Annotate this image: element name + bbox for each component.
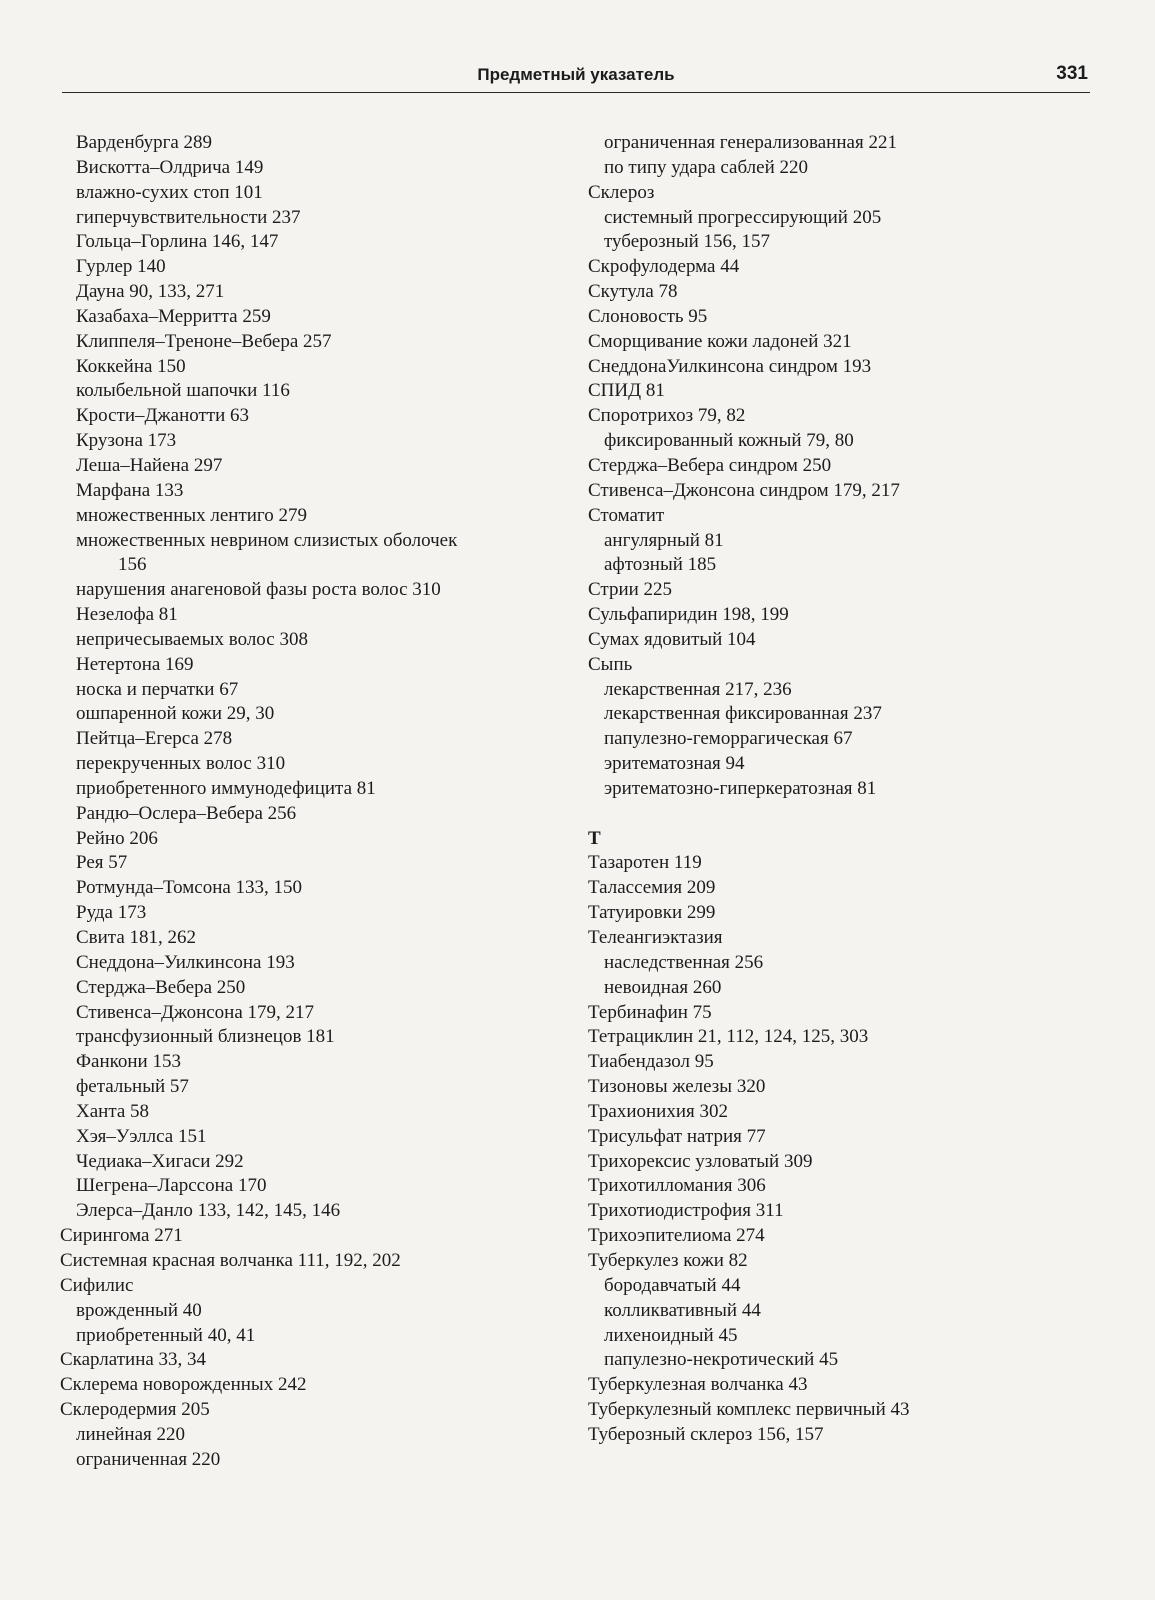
index-subentry: Гольца–Горлина 146, 147 bbox=[76, 231, 279, 253]
index-subentry: Казабаха–Мерритта 259 bbox=[76, 305, 271, 327]
index-subentry: Нетертона 169 bbox=[76, 653, 194, 675]
index-subentry: Пейтца–Егерса 278 bbox=[76, 728, 233, 750]
index-subentry: ошпаренной кожи 29, 30 bbox=[76, 703, 275, 725]
index-subentry: трансфузионный близнецов 181 bbox=[76, 1026, 335, 1048]
index-entry: Татуировки 299 bbox=[588, 902, 716, 924]
index-subentry: множественных лентиго 279 bbox=[76, 504, 308, 526]
index-subentry: влажно-сухих стоп 101 bbox=[76, 181, 263, 203]
index-entry: Тетрациклин 21, 112, 124, 125, 303 bbox=[588, 1026, 869, 1048]
index-subentry: папулезно-геморрагическая 67 bbox=[604, 728, 853, 750]
index-subentry: колыбельной шапочки 116 bbox=[76, 380, 290, 402]
index-entry: Стерджа–Вебера синдром 250 bbox=[588, 454, 832, 476]
index-subentry: Рея 57 bbox=[76, 852, 128, 874]
index-entry: Трахионихия 302 bbox=[588, 1100, 728, 1122]
index-subentry: Вискотта–Олдрича 149 bbox=[76, 156, 264, 178]
index-subentry: Руда 173 bbox=[76, 902, 147, 924]
index-entry: Склеродермия 205 bbox=[60, 1399, 210, 1421]
index-entry: Сирингома 271 bbox=[60, 1225, 183, 1247]
index-subentry: системный прогрессирующий 205 bbox=[604, 206, 882, 228]
index-entry: Скрофулодерма 44 bbox=[588, 256, 740, 278]
index-subentry: Элерса–Данло 133, 142, 145, 146 bbox=[76, 1200, 341, 1222]
index-entry: Трихотиодистрофия 311 bbox=[588, 1200, 784, 1222]
index-subentry: эритематозно-гиперкератозная 81 bbox=[604, 777, 877, 799]
index-subentry: Гурлер 140 bbox=[76, 256, 166, 278]
index-subentry: папулезно-некротический 45 bbox=[604, 1349, 839, 1371]
index-entry: Споротрихоз 79, 82 bbox=[588, 405, 746, 427]
index-subentry: Хэя–Уэллса 151 bbox=[76, 1125, 207, 1147]
index-entry: Трихотилломания 306 bbox=[588, 1175, 766, 1197]
index-subentry: Незелофа 81 bbox=[76, 604, 178, 626]
index-subentry: Снеддона–Уилкинсона 193 bbox=[76, 951, 295, 973]
index-subentry: Ханта 58 bbox=[76, 1100, 150, 1122]
index-entry: Туберкулезная волчанка 43 bbox=[588, 1374, 808, 1396]
index-subentry: Рейно 206 bbox=[76, 827, 158, 849]
index-subentry: фетальный 57 bbox=[76, 1076, 189, 1098]
index-entry: Тизоновы железы 320 bbox=[588, 1076, 766, 1098]
index-subentry: ограниченная 220 bbox=[76, 1448, 221, 1470]
index-subentry: Свита 181, 262 bbox=[76, 927, 197, 948]
index-subentry: Фанкони 153 bbox=[76, 1051, 181, 1073]
index-subentry: Крузона 173 bbox=[76, 430, 177, 452]
index-subentry: приобретенный 40, 41 bbox=[76, 1324, 256, 1346]
index-subentry: гиперчувствительности 237 bbox=[76, 206, 301, 228]
index-entry: СПИД 81 bbox=[588, 380, 665, 402]
index-entry: Тербинафин 75 bbox=[588, 1001, 712, 1023]
index-subentry: фиксированный кожный 79, 80 bbox=[604, 430, 854, 452]
index-subentry: Марфана 133 bbox=[76, 479, 184, 501]
page-number: 331 bbox=[1056, 63, 1088, 84]
section-letter: Т bbox=[588, 827, 601, 849]
index-subentry: Крости–Джанотти 63 bbox=[76, 405, 250, 427]
index-subentry: врожденный 40 bbox=[76, 1299, 202, 1321]
index-subentry: лекарственная 217, 236 bbox=[604, 678, 792, 700]
index-entry: Сумах ядовитый 104 bbox=[588, 628, 756, 650]
index-subentry: ограниченная генерализованная 221 bbox=[604, 132, 897, 153]
index-entry: Туберозный склероз 156, 157 bbox=[588, 1423, 824, 1445]
index-subentry: Чедиака–Хигаси 292 bbox=[76, 1150, 244, 1172]
index-subentry: Шегрена–Ларссона 170 bbox=[76, 1175, 267, 1197]
index-entry: Туберкулезный комплекс первичный 43 bbox=[588, 1399, 910, 1421]
index-subentry: нарушения анагеновой фазы роста волос 310 bbox=[76, 579, 441, 601]
index-subentry: афтозный 185 bbox=[604, 554, 717, 576]
page-header bbox=[62, 60, 1090, 93]
index-subentry: наследственная 256 bbox=[604, 951, 764, 973]
index-entry: Системная красная волчанка 111, 192, 202 bbox=[60, 1249, 401, 1271]
page-title: Предметный указатель bbox=[477, 65, 675, 84]
index-subentry: колликвативный 44 bbox=[604, 1299, 761, 1321]
index-entry: Трихоэпителиома 274 bbox=[588, 1225, 765, 1247]
index-entry: Слоновость 95 bbox=[588, 305, 708, 327]
index-subentry: Стивенса–Джонсона 179, 217 bbox=[76, 1001, 315, 1023]
index-subentry: лихеноидный 45 bbox=[604, 1324, 738, 1346]
index-entry: Скутула 78 bbox=[588, 281, 678, 303]
index-subentry: ангулярный 81 bbox=[604, 529, 724, 551]
index-subentry: непричесываемых волос 308 bbox=[76, 628, 308, 650]
index-subentry: линейная 220 bbox=[76, 1423, 186, 1445]
index-subentry: множественных неврином слизистых оболочек bbox=[76, 529, 458, 551]
index-entry: Сульфапиридин 198, 199 bbox=[588, 604, 789, 626]
index-subentry: Стерджа–Вебера 250 bbox=[76, 976, 246, 998]
index-subentry: эритематозная 94 bbox=[604, 753, 745, 775]
spacer bbox=[588, 802, 1088, 827]
index-entry: Сморщивание кожи ладоней 321 bbox=[588, 330, 852, 352]
index-entry: Стивенса–Джонсона синдром 179, 217 bbox=[588, 479, 900, 501]
index-subentry: Коккейна 150 bbox=[76, 355, 186, 377]
index-entry: Склероз bbox=[588, 181, 655, 203]
index-subentry: лекарственная фиксированная 237 bbox=[604, 703, 882, 725]
index-subentry: Клиппеля–Треноне–Вебера 257 bbox=[76, 330, 332, 352]
index-subentry: носка и перчатки 67 bbox=[76, 678, 239, 700]
index-subentry: приобретенного иммунодефицита 81 bbox=[76, 777, 376, 799]
index-entry: Талассемия 209 bbox=[588, 877, 716, 899]
index-entry: Тазаротен 119 bbox=[588, 852, 702, 874]
index-subentry: перекрученных волос 310 bbox=[76, 753, 286, 775]
index-entry: Сыпь bbox=[588, 653, 633, 675]
index-entry: Скарлатина 33, 34 bbox=[60, 1349, 207, 1371]
index-entry: Сифилис bbox=[60, 1274, 134, 1296]
index-entry: СнеддонаУилкинсона синдром 193 bbox=[588, 355, 872, 377]
index-subentry: туберозный 156, 157 bbox=[604, 231, 771, 253]
index-entry: Телеангиэктазия bbox=[588, 927, 723, 948]
index-subentry: Леша–Найена 297 bbox=[76, 454, 223, 476]
index-entry: Трихорексис узловатый 309 bbox=[588, 1150, 813, 1172]
index-entry: Трисульфат натрия 77 bbox=[588, 1125, 766, 1147]
index-entry: Стрии 225 bbox=[588, 579, 673, 601]
index-subentry: невоидная 260 bbox=[604, 976, 722, 998]
index-subentry: бородавчатый 44 bbox=[604, 1274, 741, 1296]
index-subentry: Ротмунда–Томсона 133, 150 bbox=[76, 877, 303, 899]
index-entry-continuation: 156 bbox=[118, 554, 147, 576]
index-subentry: Дауна 90, 133, 271 bbox=[76, 281, 225, 303]
index-entry: Стоматит bbox=[588, 504, 665, 526]
index-entry: Тиабендазол 95 bbox=[588, 1051, 714, 1073]
index-column-left bbox=[60, 131, 560, 1473]
index-subentry: по типу удара саблей 220 bbox=[604, 156, 809, 178]
index-column-right bbox=[588, 131, 1088, 1448]
index-entry: Туберкулез кожи 82 bbox=[588, 1249, 748, 1271]
index-entry: Склерема новорожденных 242 bbox=[60, 1374, 307, 1396]
index-subentry: Рандю–Ослера–Вебера 256 bbox=[76, 802, 297, 824]
index-subentry: Варденбурга 289 bbox=[76, 132, 213, 153]
